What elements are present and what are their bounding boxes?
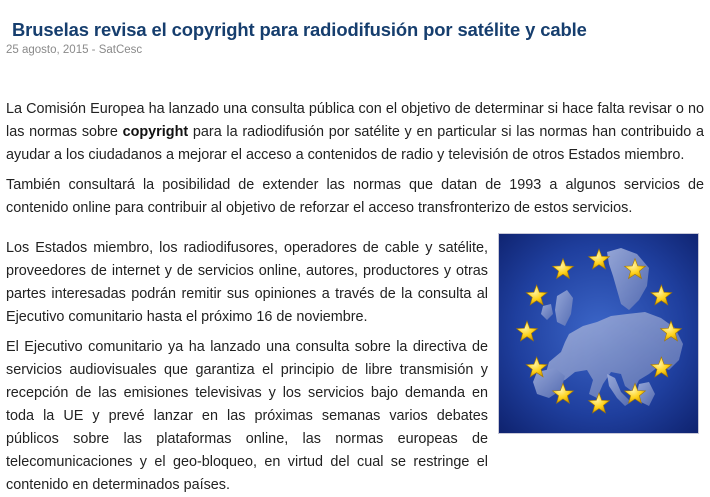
article-meta: 25 agosto, 2015 - SatCesc [6, 44, 143, 56]
paragraph-3: Los Estados miembro, los radiodifusores, operadores de cable y satélite, proveedores de internet y de servicios online, autores, productores y otras partes interesadas podrán remitir sus opiniones a través de la consulta al Ejecutivo comunitario hasta el próximo 16 de noviembre. [6, 240, 488, 325]
paragraph-4: El Ejecutivo comunitario ya ha lanzado una consulta sobre la directiva de servicios audiovisuales que garantiza el principio de libre transmisión y recepción de las emisiones televisivas y los servicios bajo demanda en toda la UE y prevé lanzar en las próximas semanas varios debates públicos sobre las plataformas online, las normas europeas de telecomunicaciones y el geo-bloqueo, en virtud del cual se restringe el contenido en determinados países. [6, 339, 488, 493]
paragraph-1-bold-keyword: copyright [122, 124, 189, 140]
paragraph-2: También consultará la posibilidad de extender las normas que datan de 1993 a algunos servicios de contenido online para contribuir al objetivo de reforzar el acceso transfronterizo de estos servicios. [6, 177, 704, 216]
article-title[interactable]: Bruselas revisa el copyright para radiodifusión por satélite y cable [12, 19, 587, 40]
paragraph-1-text-end: para la radiodifusión por satélite y en particular si las normas han contribuido a ayudar a los ciudadanos a mejorar el acceso a contenidos de radio y televisión de otros Estados miembro. [6, 124, 704, 163]
paragraph-1-text-start: La Comisión Europea ha lanzado una consulta pública con el objetivo de determinar si hace falta revisar o no las normas sobre [6, 101, 704, 140]
eu-flag-map-image [498, 233, 699, 434]
eu-flag-map-icon [499, 234, 699, 434]
paragraph-1 [6, 98, 704, 167]
